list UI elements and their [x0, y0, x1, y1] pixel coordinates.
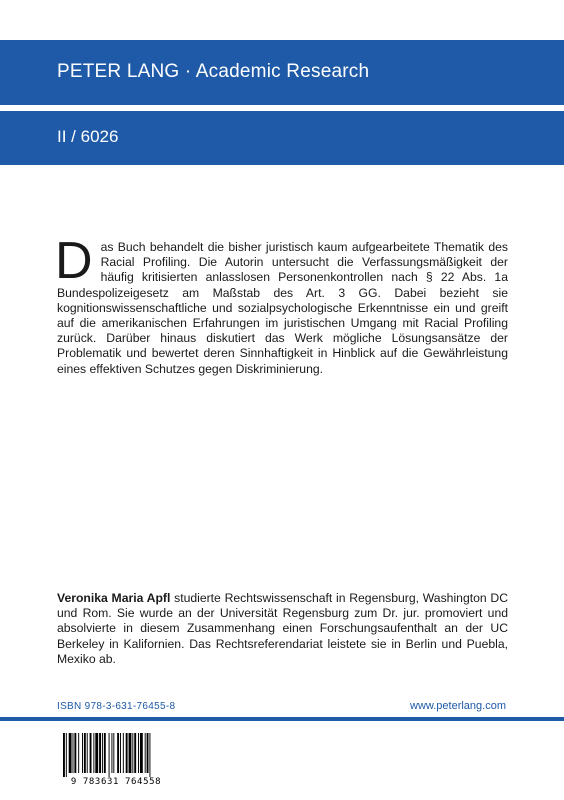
series-header-band	[0, 40, 564, 105]
author-biography	[57, 591, 508, 667]
publisher-website-link[interactable]: www.peterlang.com	[410, 700, 506, 712]
barcode-bar	[117, 733, 119, 773]
barcode-bar	[102, 733, 103, 773]
barcode-bar	[111, 733, 112, 773]
series-number: II / 6026	[57, 127, 119, 146]
barcode-bar	[140, 733, 143, 773]
series-title: PETER LANG · Academic Research	[57, 61, 370, 82]
series-number-band	[0, 111, 564, 165]
barcode-bar	[138, 733, 139, 773]
barcode-icon	[57, 733, 175, 777]
barcode-bar	[134, 733, 136, 773]
book-description	[55, 232, 508, 377]
barcode-bar	[82, 733, 83, 773]
author-name: Veronika Maria Apfl	[57, 591, 171, 605]
barcode-digits: 9 783631 764558	[70, 777, 162, 787]
barcode-bar	[63, 733, 65, 777]
barcode-bar	[99, 733, 101, 773]
author-biography-text: studierte Rechtswissenschaft in Regensburg, Washington DC und Rom. Sie wurde an der Universität Regensburg zum Dr. jur. promoviert und absolvierte in diesem Zusammenhang einen Forschungsaufenthalt an der UC Berkeley in Kalifornien. Das Rechtsreferendariat leistete sie in Berlin und Puebla, Mexiko ab.	[57, 591, 508, 666]
barcode-bar	[104, 733, 106, 773]
barcode-bar	[113, 733, 114, 773]
barcode-bar	[145, 733, 146, 773]
drop-cap: D	[55, 232, 93, 290]
barcode-bar	[74, 733, 76, 773]
barcode-bar	[90, 733, 92, 773]
barcode-bar	[95, 733, 98, 773]
barcode-bar	[69, 733, 72, 773]
barcode-bar	[126, 733, 128, 773]
barcode-bar	[129, 733, 132, 773]
isbn-number: ISBN 978-3-631-76455-8	[57, 701, 176, 712]
barcode-bar	[109, 733, 110, 777]
barcode-bar	[66, 733, 67, 777]
footer-rule	[0, 717, 564, 721]
barcode-bar	[93, 733, 94, 773]
barcode-bar	[120, 733, 121, 773]
book-description-text: as Buch behandelt die bisher juristisch kaum aufgearbeitete Thematik des Racial Profiling. Die Autorin untersucht die Verfassungsmäßigkeit der häufig kritisierten anlasslosen Personenkontrollen nach § 22 Abs. 1a Bundespolizeigesetz am Maßstab des Art. 3 GG. Dabei bezieht sie kognitionswissenschaftliche und sozialpsychologische Erkenntnisse ein und greift auf die amerikanischen Erfahrungen im juristischen Umgang mit Racial Profiling zurück. Darüber hinaus diskutiert das Werk mögliche Lösungsansätze der Problematik und bewertet deren Sinnhaftigkeit in Hinblick auf die Gewährleistung eines effektiven Schutzes gegen Diskriminierung.	[57, 240, 508, 376]
barcode-bar	[132, 733, 133, 773]
barcode-bar	[87, 733, 88, 773]
isbn-barcode	[57, 733, 175, 789]
barcode-bar	[147, 733, 149, 773]
barcode-bar	[78, 733, 79, 773]
barcode-bar	[73, 733, 74, 773]
barcode-bar	[123, 733, 124, 773]
barcode-bar	[84, 733, 86, 773]
barcode-bar	[149, 733, 150, 777]
